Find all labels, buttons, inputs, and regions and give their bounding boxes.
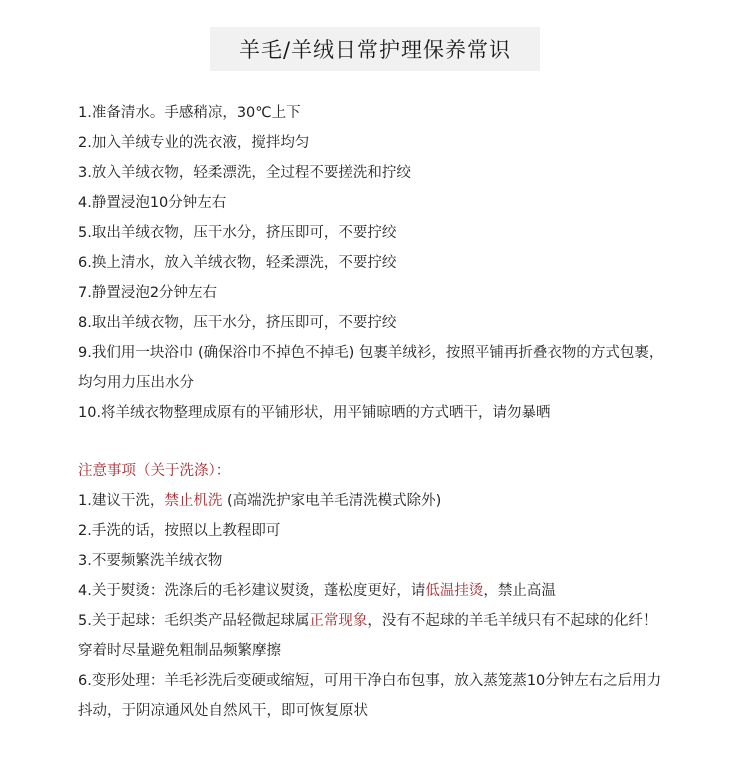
- notice-item-1-highlight: 禁止机洗: [164, 493, 223, 509]
- notice-item-6: 6.变形处理：羊毛衫洗后变硬或缩短，可用干净白布包事，放入蒸笼蒸10分钟左右之后用力: [78, 673, 662, 689]
- step-5: 5.取出羊绒衣物，压干水分，挤压即可，不要拧绞: [78, 225, 397, 241]
- notice-item-3: 3.不要频繁洗羊绒衣物: [78, 553, 223, 569]
- notice-heading: 注意事项（关于洗涤）：: [78, 463, 231, 479]
- notice-item-1: [78, 486, 698, 516]
- notice-item-4: [78, 576, 698, 606]
- notice-item-4-tail: ，禁止高温: [483, 583, 556, 599]
- step-9-continued: 均匀用力压出水分: [78, 375, 194, 391]
- care-instructions: [78, 98, 698, 726]
- step-7: 7.静置浸泡2分钟左右: [78, 285, 218, 301]
- step-2: 2.加入羊绒专业的洗衣液，搅拌均匀: [78, 135, 310, 151]
- notice-item-5-text: 5.关于起球：毛织类产品轻微起球属: [78, 613, 310, 629]
- step-8: 8.取出羊绒衣物，压干水分，挤压即可，不要拧绞: [78, 315, 397, 331]
- step-9: 9.我们用一块浴巾 (确保浴巾不掉色不掉毛) 包裹羊绒衫，按照平铺再折叠衣物的方式包裹，: [78, 345, 664, 361]
- step-1: 1.准备清水。手感稍凉，30℃上下: [78, 105, 301, 121]
- notice-item-1-text: 1.建议干洗，: [78, 493, 165, 509]
- notice-item-5: [78, 606, 698, 636]
- notice-item-2: 2.手洗的话，按照以上教程即可: [78, 523, 281, 539]
- step-4: 4.静置浸泡10分钟左右: [78, 195, 227, 211]
- title-banner: [210, 27, 540, 71]
- step-3: 3.放入羊绒衣物，轻柔漂洗，全过程不要搓洗和拧绞: [78, 165, 411, 181]
- page-title: 羊毛/羊绒日常护理保养常识: [238, 38, 512, 62]
- notice-item-1-note: (高端洗护家电羊毛清洗模式除外): [222, 493, 442, 509]
- notice-item-4-text: 4.关于熨烫：洗涤后的毛衫建议熨烫，蓬松度更好，请: [78, 583, 426, 599]
- step-10: 10.将羊绒衣物整理成原有的平铺形状，用平铺晾晒的方式晒干，请勿暴晒: [78, 405, 551, 421]
- notice-item-5-continued: 穿着时尽量避免粗制品频繁摩擦: [78, 643, 281, 659]
- step-6: 6.换上清水，放入羊绒衣物，轻柔漂洗，不要拧绞: [78, 255, 397, 271]
- section-spacer: [78, 428, 698, 456]
- notice-item-6-continued: 抖动，于阴凉通风处自然风干，即可恢复原状: [78, 703, 368, 719]
- notice-item-5-highlight: 正常现象: [309, 613, 368, 629]
- notice-item-5-tail: ，没有不起球的羊毛羊绒只有不起球的化纤！: [367, 613, 658, 629]
- notice-item-4-highlight: 低温挂烫: [425, 583, 484, 599]
